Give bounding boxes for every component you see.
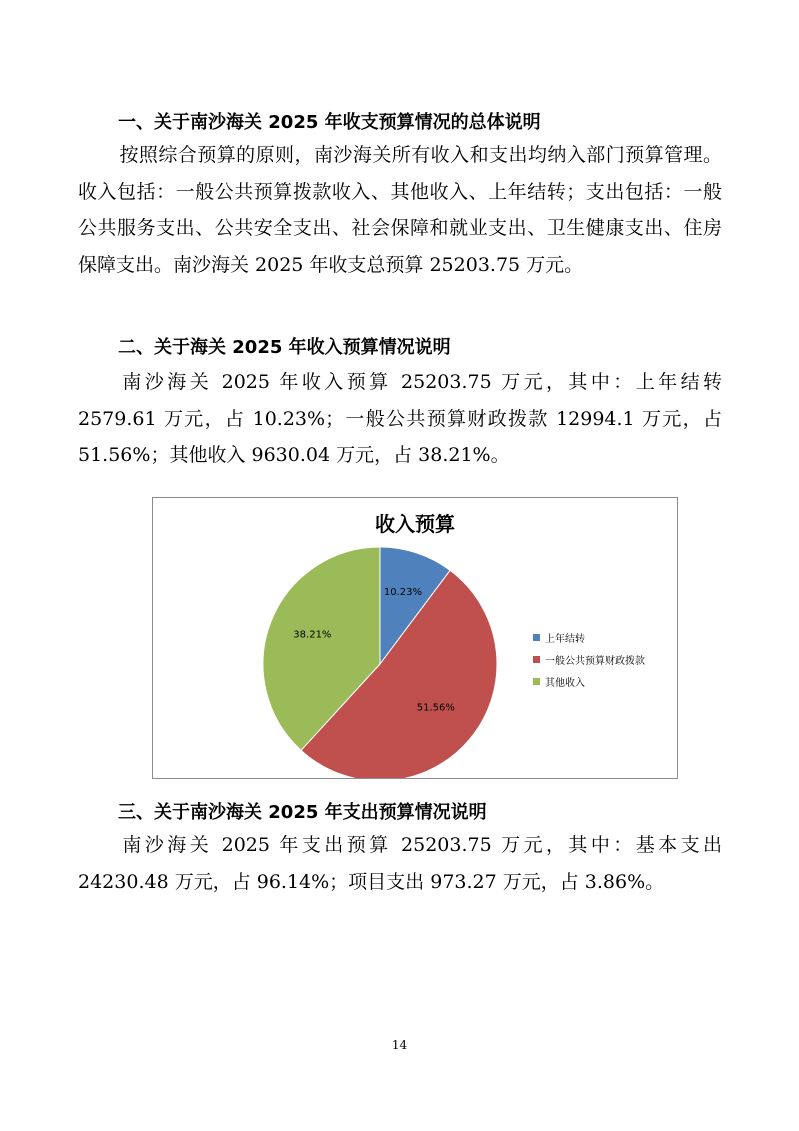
section-1-paragraph: 按照综合预算的原则，南沙海关所有收入和支出均纳入部门预算管理。收入包括：一般公共预算拨款收入、其他收入、上年结转；支出包括：一般公共服务支出、公共安全支出、社会保障和就业支出、卫生健康支出、住房保障支出。南沙海关 2025 年收支总预算 25203.75 万元。 — [78, 144, 722, 276]
legend-swatch-fiscal-appropriation — [533, 656, 540, 663]
label-carryover: 10.23% — [383, 587, 422, 599]
section-3-heading: 三、关于南沙海关 2025 年支出预算情况说明 — [118, 802, 487, 823]
legend-label-other-income: 其他收入 — [545, 677, 585, 689]
label-other-income: 38.21% — [293, 629, 332, 641]
legend-item-other-income — [533, 670, 645, 692]
section-2-paragraph: 南沙海关 2025 年收入预算 25203.75 万元，其中：上年结转 2579.61 万元，占 10.23%；一般公共预算财政拨款 12994.1 万元，占 51.56%；其他收入 9630.04 万元，占 38.21%。 — [78, 371, 722, 466]
label-fiscal-appropriation: 51.56% — [416, 702, 455, 714]
legend-label-fiscal-appropriation: 一般公共预算财政拨款 — [545, 655, 645, 667]
legend-label-carryover: 上年结转 — [545, 633, 585, 645]
section-2-heading: 二、关于海关 2025 年收入预算情况说明 — [118, 337, 451, 358]
income-budget-chart — [152, 497, 678, 779]
chart-legend — [533, 626, 645, 692]
chart-title: 收入预算 — [375, 512, 455, 536]
legend-swatch-carryover — [533, 634, 540, 641]
legend-swatch-other-income — [533, 678, 540, 685]
section-1-heading: 一、关于南沙海关 2025 年收支预算情况的总体说明 — [118, 112, 541, 133]
legend-item-fiscal-appropriation — [533, 648, 645, 670]
legend-item-carryover — [533, 626, 645, 648]
section-3-paragraph: 南沙海关 2025 年支出预算 25203.75 万元，其中：基本支出 24230.48 万元，占 96.14%；项目支出 973.27 万元，占 3.86%。 — [78, 834, 722, 893]
page-number: 14 — [391, 1038, 408, 1052]
